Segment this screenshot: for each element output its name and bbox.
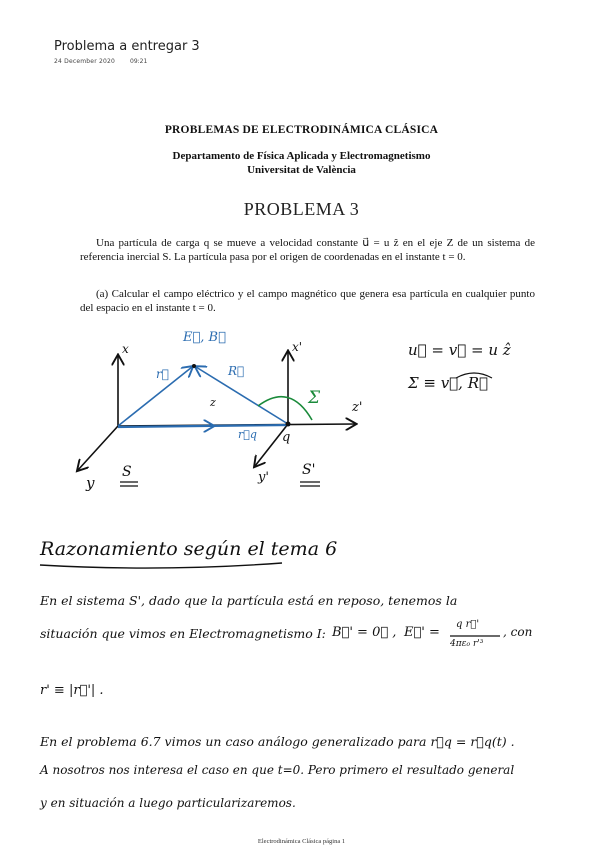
label-rq: r⃗q bbox=[238, 428, 257, 441]
note-line-3: r' ≡ |r⃗'| . bbox=[40, 683, 104, 698]
note-line-2b: B⃗' = 0⃗ , bbox=[332, 625, 397, 640]
label-S-prime: S' bbox=[302, 462, 316, 478]
sigma-arc bbox=[258, 397, 312, 420]
note-title: Problema a entregar 3 bbox=[54, 39, 200, 54]
note-line-2d: , con bbox=[503, 625, 533, 639]
equation-velocity: u⃗ = v⃗ = u ẑ bbox=[408, 341, 511, 359]
label-sigma: Σ bbox=[308, 388, 321, 408]
note-line-1: En el sistema S', dado que la partícula está en reposo, tenemos la bbox=[40, 593, 458, 608]
label-field: E⃗, B⃗ bbox=[183, 330, 226, 345]
vector-r bbox=[118, 367, 192, 426]
label-x: x bbox=[122, 342, 129, 356]
label-y-prime: y' bbox=[258, 470, 269, 485]
label-r: r⃗ bbox=[156, 367, 169, 381]
page-footer: Electrodinámica Clásica página 1 bbox=[257, 838, 346, 845]
note-line-2c: E⃗' = bbox=[404, 625, 440, 640]
note-date: 24 December 2020 bbox=[54, 58, 116, 65]
charge-point bbox=[286, 422, 291, 427]
note-line-6: y en situación a luego particularizaremos. bbox=[40, 796, 296, 810]
equation-sigma: Σ ≡ v⃗, R⃗ bbox=[408, 374, 489, 392]
document-title: PROBLEMAS DE ELECTRODINÁMICA CLÁSICA bbox=[164, 124, 439, 136]
note-time: 09:21 bbox=[130, 58, 148, 65]
label-y: y bbox=[86, 474, 95, 492]
note-line-2a: situación que vimos en Electromagnetismo I: bbox=[40, 626, 326, 641]
reasoning-heading: Razonamiento según el tema 6 bbox=[40, 538, 338, 560]
problem-part-a: (a) Calcular el campo eléctrico y el campo magnético que genera esa partícula en cualquier punto del espacio en el instante t = 0. bbox=[80, 288, 535, 314]
label-z: z bbox=[210, 396, 216, 409]
label-R: R⃗ bbox=[228, 364, 245, 378]
note-line-5: A nosotros nos interesa el caso en que t=0. Pero primero el resultado general bbox=[40, 763, 515, 777]
note-line-4: En el problema 6.7 vimos un caso análogo generalizado para r⃗q = r⃗q(t) . bbox=[40, 734, 515, 749]
label-S: S bbox=[122, 464, 132, 480]
heading-underline bbox=[40, 563, 282, 568]
label-q: q bbox=[282, 430, 291, 445]
problem-title: PROBLEMA 3 bbox=[243, 199, 360, 219]
label-z-prime: z' bbox=[352, 400, 363, 415]
problem-statement: Una partícula de carga q se mueve a velocidad constante u⃗ = u ẑ en el eje Z de un sistema de referencia inercial S. La partícula pasa por el origen de coordenadas en el instante t = 0. bbox=[80, 237, 535, 263]
fraction-numerator: q r⃗' bbox=[456, 619, 480, 630]
label-x-prime: x' bbox=[292, 340, 303, 354]
fraction-denominator: 4πε₀ r'³ bbox=[450, 639, 484, 649]
axis-y bbox=[78, 426, 118, 470]
department-name: Departamento de Física Aplicada y Electromagnetismo bbox=[172, 150, 431, 162]
field-point bbox=[192, 364, 196, 368]
university-name: Universitat de València bbox=[247, 164, 356, 176]
